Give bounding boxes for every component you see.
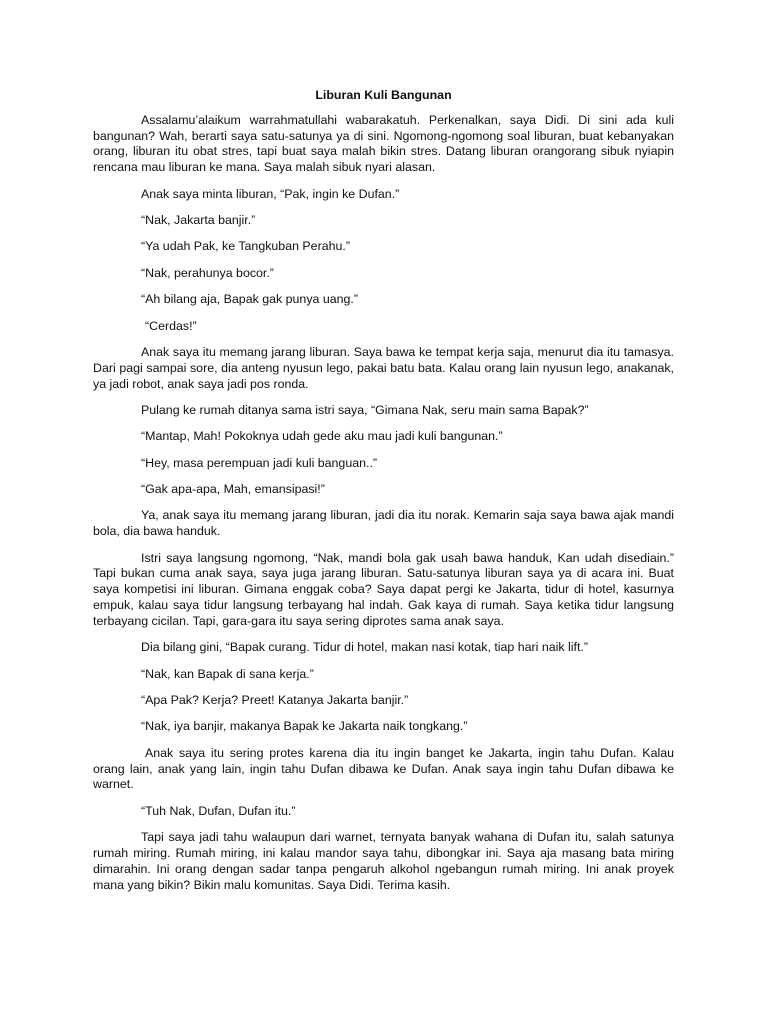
paragraph-11: “Hey, masa perempuan jadi kuli banguan..” xyxy=(141,455,378,470)
paragraph-4: “Ya udah Pak, ke Tangkuban Perahu.” xyxy=(141,239,350,254)
document-page xyxy=(93,88,674,904)
paragraph-20: “Tuh Nak, Dufan, Dufan itu.” xyxy=(141,803,296,818)
paragraph-7: “Cerdas!” xyxy=(145,318,197,333)
paragraph-5: “Nak, perahunya bocor.” xyxy=(141,265,274,280)
paragraph-9: Pulang ke rumah ditanya sama istri saya, “Gimana Nak, seru main sama Bapak?” xyxy=(141,402,589,417)
document-title: Liburan Kuli Bangunan xyxy=(315,88,452,102)
paragraph-2: Anak saya minta liburan, “Pak, ingin ke Dufan.” xyxy=(141,186,400,201)
paragraph-12: “Gak apa-apa, Mah, emansipasi!” xyxy=(141,482,325,497)
paragraph-16: “Nak, kan Bapak di sana kerja.” xyxy=(141,666,314,681)
paragraph-3: “Nak, Jakarta banjir.” xyxy=(141,212,256,227)
paragraph-18: “Nak, iya banjir, makanya Bapak ke Jakarta naik tongkang.” xyxy=(141,719,468,734)
paragraph-21: Tapi saya jadi tahu walaupun dari warnet, ternyata banyak wahana di Dufan itu, salah satunya rumah miring. Rumah miring, ini kalau mandor saya tahu, dibongkar ini. Saya aja masang bata miring dimarahin. Ini orang dengan sadar tanpa pengaruh alkohol ngebangun rumah miring. Ini anak proyek mana yang bikin? Bikin malu komunitas. Saya Didi. Terima kasih. xyxy=(93,830,674,892)
paragraph-15: Dia bilang gini, “Bapak curang. Tidur di hotel, makan nasi kotak, tiap hari naik lift.” xyxy=(141,640,588,655)
paragraph-1: Assalamu’alaikum warrahmatullahi wabarakatuh. Perkenalkan, saya Didi. Di sini ada kuli bangunan? Wah, berarti saya satu-satunya ya di sini. Ngomong-ngomong soal liburan, buat kebanyakan orang, liburan itu obat stres, tapi buat saya malah bikin stres. Datang liburan orangorang sibuk nyiapin rencana mau liburan ke mana. Saya malah sibuk nyari alasan. xyxy=(93,112,674,175)
paragraph-6: “Ah bilang aja, Bapak gak punya uang.” xyxy=(141,292,358,307)
paragraph-8: Anak saya itu memang jarang liburan. Saya bawa ke tempat kerja saja, menurut dia itu tamasya. Dari pagi sampai sore, dia anteng nyusun lego, pakai batu bata. Kalau orang lain nyusun lego, anakanak, ya jadi robot, anak saya jadi pos ronda. xyxy=(93,344,674,391)
paragraph-19: Anak saya itu sering protes karena dia itu ingin banget ke Jakarta, ingin tahu Dufan. Kalau orang lain, anak yang lain, ingin tahu Dufan dibawa ke Dufan. Anak saya ingin tahu Dufan dibawa ke warnet. xyxy=(93,745,674,792)
paragraph-14: Istri saya langsung ngomong, “Nak, mandi bola gak usah bawa handuk, Kan udah disediain.” Tapi bukan cuma anak saya, saya juga jarang liburan. Satu-satunya liburan saya ya di acara ini. Buat saya kompetisi ini liburan. Gimana enggak coba? Saya dapat pergi ke Jakarta, tidur di hotel, kasurnya empuk, kalau saya tidur langsung terbayang hal indah. Gak kaya di rumah. Saya ketika tidur langsung terbayang cicilan. Tapi, gara-gara itu saya sering diprotes sama anak saya. xyxy=(93,550,674,628)
paragraph-17: “Apa Pak? Kerja? Preet! Katanya Jakarta banjir.” xyxy=(141,693,409,708)
paragraph-10: “Mantap, Mah! Pokoknya udah gede aku mau jadi kuli bangunan.” xyxy=(141,429,503,444)
paragraph-13: Ya, anak saya itu memang jarang liburan, jadi dia itu norak. Kemarin saja saya bawa ajak mandi bola, dia bawa handuk. xyxy=(93,508,674,539)
